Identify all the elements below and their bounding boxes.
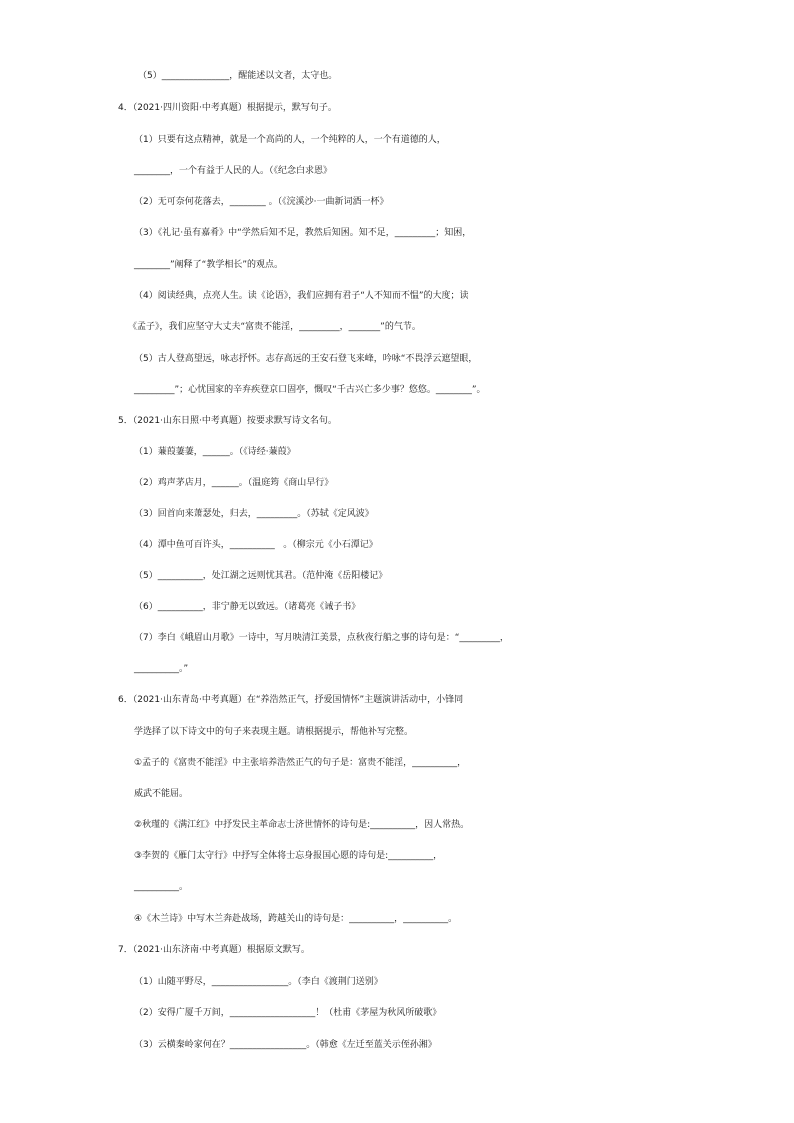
q6-item-3-cont: __________。: [134, 882, 189, 892]
q5-item-2: （2）鸡声茅店月，______。（温庭筠《商山早行》: [134, 478, 334, 488]
q7-item-3: （3）云横秦岭家何在？_________________。（韩愈《左迁至蓝关示侄孙湘》: [134, 1040, 437, 1050]
q4-item-1: （1）只要有这点精神，就是一个高尚的人，一个纯粹的人，一个有道德的人，: [134, 135, 446, 145]
q5-heading: 5．（2021·山东日照·中考真题）按要求默写诗文名句。: [118, 416, 337, 426]
q7-heading: 7．（2021·山东济南·中考真题）根据原文默写。: [118, 945, 310, 955]
q4-item-5-cont: _________”；心忧国家的辛弃疾登京口固亭，慨叹“千古兴亡多少事？悠悠。________”。: [134, 385, 486, 395]
q4-item-4: （4）阅读经典，点亮人生。读《论语》，我们应拥有君子“人不知而不愠”的大度；读: [134, 291, 469, 301]
q5-item-1: （1）蒹葭萋萋，______。（《诗经·蒹葭》: [134, 447, 296, 457]
q6-item-2: ②秋瑾的《满江红》中抒发民主革命志士济世情怀的诗句是:__________，因人常热。: [134, 820, 470, 830]
q6-item-3: ③李贺的《雁门太守行》中抒写全体将士忘身报国心愿的诗句是:__________，: [134, 851, 443, 861]
q5-item-6: （6）__________，非宁静无以致远。（诸葛亮《诫子书》: [134, 602, 361, 612]
q5-item-4: （4）潭中鱼可百许头，__________ 。（柳宗元《小石潭记》: [134, 540, 378, 550]
q6-item-1-cont: 威武不能屈。: [134, 789, 189, 799]
q5-item-3: （3）回首向来萧瑟处，归去，_________。（苏轼《定风波》: [134, 509, 374, 519]
q4-item-3: （3）《礼记·虽有嘉肴》中“学然后知不足，教然后知困。知不足，_________；知困，: [134, 228, 472, 238]
q6-heading-cont: 学选择了以下诗文中的句子来表现主题。请根据提示，帮他补写完整。: [134, 727, 414, 737]
q4-item-5: （5）古人登高望远，咏志抒怀。志存高远的王安石登飞来峰，吟咏“不畏浮云遮望眼，: [134, 354, 478, 364]
q4-item-2: （2）无可奈何花落去，________ 。（《浣溪沙·一曲新词酒一杯》: [134, 197, 389, 207]
q6-item-1: ①孟子的《富贵不能淫》中主张培养浩然正气的句子是：富贵不能淫，__________，: [134, 758, 467, 768]
q6-item-4: ④《木兰诗》中写木兰奔赴战场，跨越关山的诗句是：__________，__________。: [134, 914, 458, 924]
q4-item-4-cont: 《孟子》，我们应坚守大丈夫“富贵不能淫，_________，_______”的气节。: [128, 322, 421, 332]
q5-item-7-cont: __________。”: [134, 664, 189, 674]
q5-item-7: （7）李白《峨眉山月歌》一诗中，写月映清江美景，点秋夜行船之事的诗句是：“_________，: [134, 633, 509, 643]
q3-item-5: （5）_______________，醒能述以文者，太守也。: [138, 71, 338, 81]
q4-item-3-cont: ________”阐释了“教学相长”的观点。: [134, 260, 283, 270]
q6-heading: 6．（2021·山东青岛·中考真题）在“养浩然正气，抒爱国情怀”主题演讲活动中，小锋同: [118, 695, 464, 705]
q7-item-1: （1）山随平野尽，_________________。（李白《渡荆门送别》: [134, 977, 383, 987]
q4-heading: 4．（2021·四川资阳·中考真题）根据提示，默写句子。: [118, 103, 337, 113]
q5-item-5: （5）__________，处江湖之远则忧其君。（范仲淹《岳阳楼记》: [134, 571, 388, 581]
q4-item-1-cont: ________，一个有益于人民的人。（《纪念白求恩》: [134, 166, 333, 176]
q7-item-2: （2）安得广厦千万间，___________________！（杜甫《茅屋为秋风所破歌》: [134, 1008, 442, 1018]
